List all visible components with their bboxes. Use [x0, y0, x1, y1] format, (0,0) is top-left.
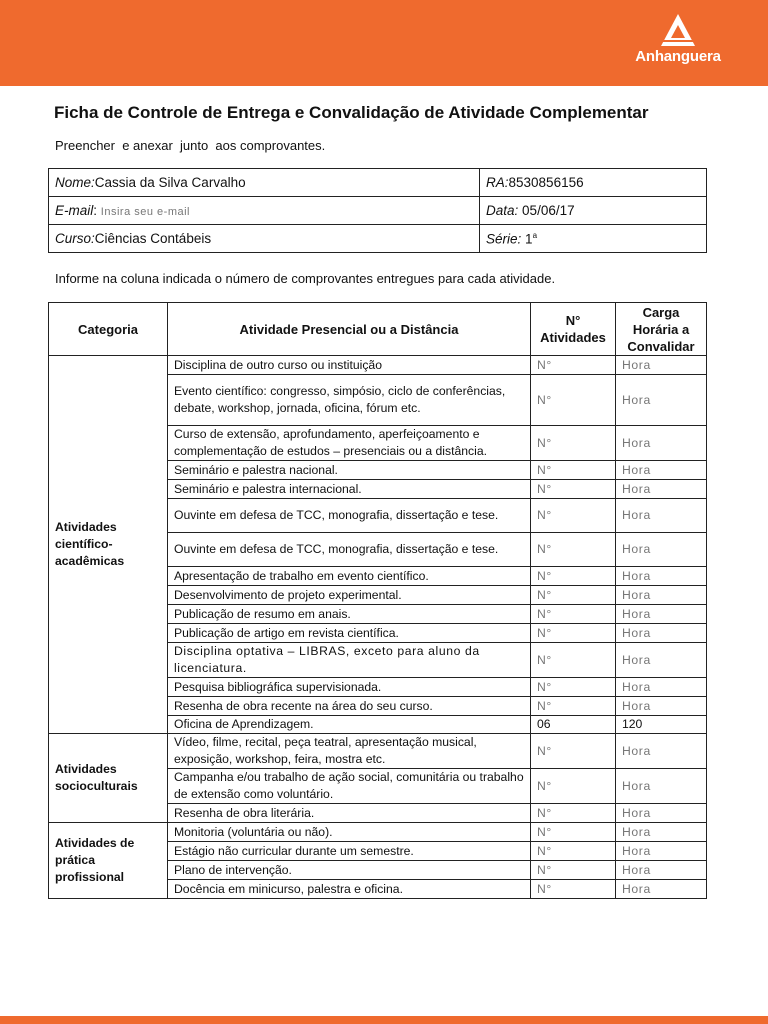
header-band [0, 0, 768, 86]
activity-cell: Ouvinte em defesa de TCC, monografia, dissertação e tese. [168, 499, 531, 533]
footer-band [0, 1016, 768, 1024]
date-field[interactable] [480, 197, 707, 225]
series-superscript: a [532, 230, 538, 240]
student-info-table [48, 168, 707, 253]
email-field[interactable] [49, 197, 480, 225]
count-input[interactable]: N° [531, 375, 616, 426]
hours-input[interactable]: Hora [616, 426, 707, 461]
hours-input[interactable]: Hora [616, 586, 707, 605]
table-row [49, 356, 707, 375]
hours-input[interactable]: Hora [616, 624, 707, 643]
category-cientifico-academicas: Atividades científico- acadêmicas [49, 356, 168, 734]
header-hours-line2: Horária a [632, 321, 690, 337]
activity-cell: Campanha e/ou trabalho de ação social, comunitária ou trabalho de extensão como voluntário. [168, 769, 531, 804]
date-value: 05/06/17 [522, 203, 575, 218]
count-input[interactable]: N° [531, 769, 616, 804]
activity-cell: Disciplina optativa – LIBRAS, exceto para aluno da licenciatura. [168, 643, 531, 678]
ra-value: 8530856156 [508, 175, 584, 190]
activity-cell: Curso de extensão, aprofundamento, aperfeiçoamento e complementação de estudos – presenciais ou a distância. [168, 426, 531, 461]
activity-cell: Apresentação de trabalho em evento científico. [168, 567, 531, 586]
header-hours-line1: Carga [642, 304, 680, 320]
count-input[interactable]: N° [531, 426, 616, 461]
ra-field[interactable] [480, 169, 707, 197]
activities-table [48, 302, 707, 899]
series-label: Série: [486, 231, 522, 247]
hours-input[interactable]: Hora [616, 823, 707, 842]
hours-input[interactable]: Hora [616, 734, 707, 769]
hours-input[interactable]: Hora [616, 499, 707, 533]
activity-cell: Monitoria (voluntária ou não). [168, 823, 531, 842]
hours-input[interactable]: Hora [616, 480, 707, 499]
count-input[interactable]: N° [531, 842, 616, 861]
name-label: Nome: [55, 175, 95, 190]
category-socioculturais: Atividades socioculturais [49, 734, 168, 823]
count-input[interactable]: N° [531, 734, 616, 769]
hours-input[interactable]: Hora [616, 769, 707, 804]
hours-input[interactable]: Hora [616, 842, 707, 861]
course-label: Curso: [55, 231, 95, 246]
header-count-line2: Atividades [540, 330, 606, 345]
activity-cell: Publicação de artigo em revista científica. [168, 624, 531, 643]
activity-cell: Desenvolvimento de projeto experimental. [168, 586, 531, 605]
table-row [49, 823, 707, 842]
course-field[interactable] [49, 225, 480, 253]
activity-cell: Estágio não curricular durante um semestre. [168, 842, 531, 861]
header-count [531, 303, 616, 356]
course-value: Ciências Contábeis [94, 231, 212, 246]
date-label: Data: [486, 203, 519, 218]
brand-logo [632, 14, 724, 72]
header-category: Categoria [49, 303, 168, 356]
count-input[interactable]: N° [531, 624, 616, 643]
count-input[interactable]: N° [531, 499, 616, 533]
hours-input[interactable]: Hora [616, 605, 707, 624]
table-header-row [49, 303, 707, 356]
activity-cell: Vídeo, filme, recital, peça teatral, apresentação musical, exposição, workshop, feira, mostra etc. [168, 734, 531, 769]
count-input[interactable]: 06 [531, 716, 616, 734]
activity-cell: Seminário e palestra nacional. [168, 461, 531, 480]
header-hours-line3: Convalidar [627, 338, 695, 354]
category-pratica-profissional: Atividades de prática profissional [49, 823, 168, 899]
count-input[interactable]: N° [531, 586, 616, 605]
hours-input[interactable]: Hora [616, 567, 707, 586]
series-value: 1 [525, 231, 533, 247]
hours-input[interactable]: Hora [616, 697, 707, 716]
count-input[interactable]: N° [531, 643, 616, 678]
count-input[interactable]: N° [531, 861, 616, 880]
activity-cell: Resenha de obra recente na área do seu curso. [168, 697, 531, 716]
name-value: Cassia da Silva Carvalho [94, 175, 246, 190]
hours-input[interactable]: Hora [616, 880, 707, 899]
email-separator: : [93, 203, 98, 218]
count-input[interactable]: N° [531, 461, 616, 480]
series-field[interactable] [480, 225, 707, 253]
form-title: Ficha de Controle de Entrega e Convalidação de Atividade Complementar [54, 103, 649, 122]
form-instructions: Preencher e anexar junto aos comprovantes. [55, 138, 326, 153]
hours-input[interactable]: Hora [616, 678, 707, 697]
header-hours [616, 303, 707, 356]
activity-cell: Disciplina de outro curso ou instituição [168, 356, 531, 375]
activity-cell: Plano de intervenção. [168, 861, 531, 880]
hours-input[interactable]: Hora [616, 643, 707, 678]
hours-input[interactable]: Hora [616, 375, 707, 426]
activity-cell: Ouvinte em defesa de TCC, monografia, dissertação e tese. [168, 533, 531, 567]
count-input[interactable]: N° [531, 533, 616, 567]
count-input[interactable]: N° [531, 678, 616, 697]
email-label: E-mail [55, 203, 94, 218]
hours-input[interactable]: Hora [616, 461, 707, 480]
count-input[interactable]: N° [531, 567, 616, 586]
table-row [49, 734, 707, 769]
header-count-line1: N° [565, 313, 581, 328]
hours-input[interactable]: Hora [616, 356, 707, 375]
anhanguera-logo-icon [661, 14, 695, 46]
activity-cell: Resenha de obra literária. [168, 804, 531, 823]
hours-input[interactable]: Hora [616, 533, 707, 567]
count-input[interactable]: N° [531, 697, 616, 716]
activity-cell: Seminário e palestra internacional. [168, 480, 531, 499]
header-activity: Atividade Presencial ou a Distância [168, 303, 531, 356]
activity-cell: Pesquisa bibliográfica supervisionada. [168, 678, 531, 697]
count-input[interactable]: N° [531, 480, 616, 499]
name-field[interactable] [49, 169, 480, 197]
count-input[interactable]: N° [531, 880, 616, 899]
ra-label: RA: [486, 175, 509, 190]
activity-cell: Evento científico: congresso, simpósio, ciclo de conferências, debate, workshop, jornada, oficina, fórum etc. [168, 375, 531, 426]
hours-input[interactable]: Hora [616, 804, 707, 823]
email-placeholder: Insira seu e-mail [100, 206, 190, 218]
count-input[interactable]: N° [531, 823, 616, 842]
activity-cell: Publicação de resumo em anais. [168, 605, 531, 624]
hours-input[interactable]: 120 [616, 716, 707, 734]
table-intro: Informe na coluna indicada o número de comprovantes entregues para cada atividade. [55, 271, 556, 286]
count-input[interactable]: N° [531, 605, 616, 624]
activity-cell: Oficina de Aprendizagem. [168, 716, 531, 734]
activity-cell: Docência em minicurso, palestra e oficina. [168, 880, 531, 899]
count-input[interactable]: N° [531, 356, 616, 375]
count-input[interactable]: N° [531, 804, 616, 823]
brand-name: Anhanguera [635, 48, 721, 65]
hours-input[interactable]: Hora [616, 861, 707, 880]
